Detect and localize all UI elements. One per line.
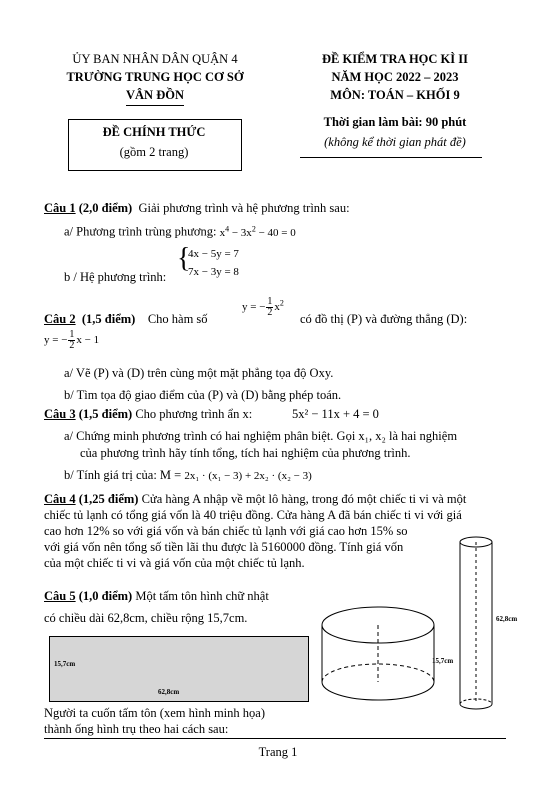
page-number: Trang 1 bbox=[258, 745, 298, 759]
time-label: Thời gian làm bài: 90 phút bbox=[323, 115, 467, 129]
time-note: (không kể thời gian phát đề) bbox=[324, 135, 466, 149]
q5-line4: thành ống hình trụ theo hai cách sau: bbox=[44, 722, 229, 736]
rect-width-label: 15,7cm bbox=[54, 660, 76, 668]
q1-text: Giải phương trình và hệ phương trình sau: bbox=[138, 201, 350, 215]
tall-cylinder-label: 62,8cm bbox=[496, 615, 518, 623]
q1-heading bbox=[44, 201, 350, 216]
time-underline bbox=[300, 157, 482, 158]
q3-points: (1,5 điểm) bbox=[78, 407, 133, 421]
cylinders-figure bbox=[318, 532, 518, 714]
footer-rule bbox=[44, 738, 506, 739]
school-underline bbox=[126, 105, 184, 106]
q5-line3: Người ta cuốn tấm tôn (xem hình minh họa) bbox=[44, 706, 265, 720]
q3-a-line2: của phương trình hãy tính tổng, tích hai nghiệm của phương trình. bbox=[80, 446, 411, 460]
q1-a bbox=[64, 224, 296, 240]
q5-title: Câu 5 bbox=[44, 589, 76, 603]
subject: MÔN: TOÁN – KHỐI 9 bbox=[330, 88, 460, 102]
q2-b: b/ Tìm tọa độ giao điểm của (P) và (D) bằng phép toán. bbox=[64, 388, 342, 402]
q3-b-text: b/ Tính giá trị của: M = bbox=[64, 468, 182, 482]
school-year: NĂM HỌC 2022 – 2023 bbox=[331, 70, 459, 84]
authority-name: ỦY BAN NHÂN DÂN QUẬN 4 bbox=[72, 52, 238, 66]
q3-b-equation: 2x₁ · (x₁ − 3) + 2x₂ · (x₂ − 3) bbox=[184, 470, 312, 482]
q4-title: Câu 4 bbox=[44, 492, 76, 506]
q3-equation: 5x² − 11x + 4 = 0 bbox=[292, 407, 379, 421]
q3-text: Cho phương trình ẩn x: bbox=[135, 407, 253, 421]
official-label: ĐỀ CHÍNH THỨC bbox=[102, 125, 206, 139]
q4-points: (1,25 điểm) bbox=[78, 492, 139, 506]
q4-line4: với giá vốn nên tổng số tiền lãi thu được là 5160000 đồng. Tính giá vốn bbox=[44, 540, 404, 554]
system-eq1: 4x − 5y = 7 bbox=[188, 248, 239, 260]
q2-title: Câu 2 bbox=[44, 312, 76, 326]
school-name-line2: VÂN ĐỒN bbox=[126, 88, 184, 102]
q2-text1: Cho hàm số bbox=[147, 312, 208, 326]
pages-note: (gồm 2 trang) bbox=[119, 145, 189, 159]
q3-b bbox=[64, 468, 312, 483]
q2-heading bbox=[44, 312, 208, 327]
q3-a-line1: a/ Chứng minh phương trình có hai nghiệm phân biệt. Gọi x₁, x₂ là hai nghiệm bbox=[64, 429, 458, 443]
q3-heading bbox=[44, 407, 252, 422]
q4-line1: Câu 4 (1,25 điểm) Cửa hàng A nhập về một lô hàng, trong đó một chiếc ti vi và một bbox=[44, 492, 467, 506]
short-cylinder-label: 15,7cm bbox=[432, 657, 454, 665]
q2-text2: có đồ thị (P) và đường thẳng (D): bbox=[300, 312, 468, 326]
q1-a-equation: $x^4 - 3x^2 - 40 = 0$ bbox=[219, 224, 296, 239]
q5-points: (1,0 điểm) bbox=[78, 589, 133, 603]
q2-a: a/ Vẽ (P) và (D) trên cùng một mặt phẳng tọa độ Oxy. bbox=[64, 366, 334, 380]
q3-title: Câu 3 bbox=[44, 407, 76, 421]
q5-line1: Câu 5 (1,0 điểm) Một tấm tôn hình chữ nhật bbox=[44, 589, 269, 603]
q4-line3: cao hơn 12% so với giá vốn và bán chiếc tủ lạnh với giá cao hơn 15% so bbox=[44, 524, 408, 538]
q2-line-equation: y = − $\frac{1}{2}$ x − 1 bbox=[44, 329, 100, 351]
q1-b-text: b / Hệ phương trình: bbox=[64, 270, 167, 284]
system-eq2: 7x − 3y = 8 bbox=[188, 266, 239, 278]
q5-line2: có chiều dài 62,8cm, chiều rộng 15,7cm. bbox=[44, 611, 248, 625]
q1-points: (2,0 điểm) bbox=[78, 201, 133, 215]
q1-title: Câu 1 bbox=[44, 201, 76, 215]
short-cylinder bbox=[322, 607, 434, 700]
q2-function: y = − $\frac{1}{2}$ $x^2$ bbox=[242, 296, 284, 318]
system-brace: { bbox=[177, 243, 191, 274]
q2-points: (1,5 điểm) bbox=[81, 312, 136, 326]
q1-a-text: a/ Phương trình trùng phương: bbox=[64, 224, 217, 239]
q4-line5: của một chiếc ti vi và giá vốn của một chiếc tủ lạnh. bbox=[44, 556, 305, 570]
rect-length-label: 62,8cm bbox=[158, 688, 180, 696]
school-name-line1: TRƯỜNG TRUNG HỌC CƠ SỞ bbox=[66, 70, 244, 84]
q4-line2: chiếc tủ lạnh có tổng giá vốn là 40 triệu đồng. Cửa hàng A đã bán chiếc ti vi với giá bbox=[44, 508, 462, 522]
tall-cylinder bbox=[460, 537, 492, 709]
exam-title: ĐỀ KIỂM TRA HỌC KÌ II bbox=[322, 52, 468, 66]
